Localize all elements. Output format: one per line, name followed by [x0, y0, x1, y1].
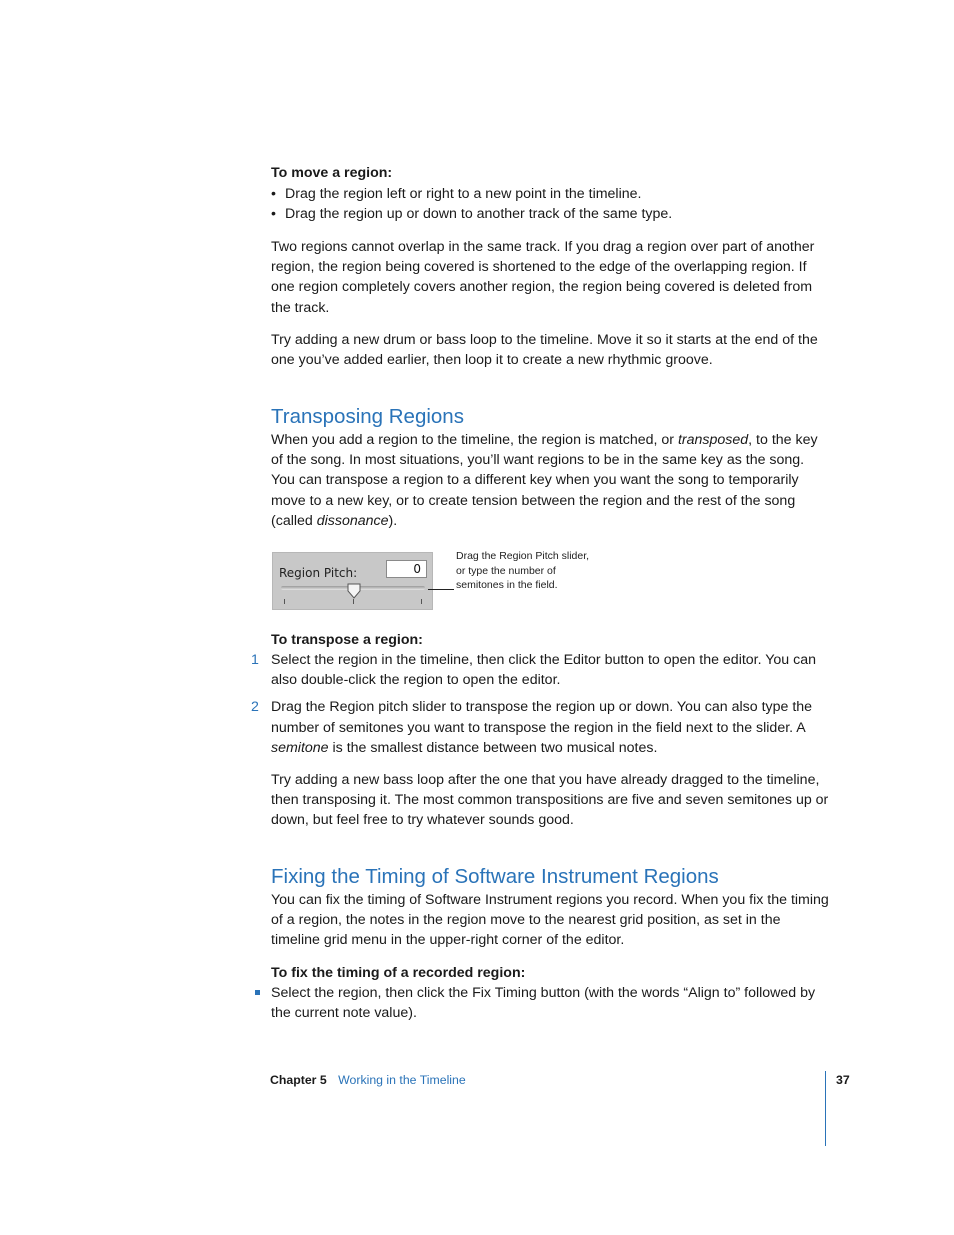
- task-heading-transpose: To transpose a region:: [271, 632, 423, 648]
- step-item: [271, 983, 831, 1023]
- fixing-intro: You can fix the timing of Software Instrument regions you record. When you fix the timing of a region, the notes in the region move to the nearest grid position, as set in the timeline grid menu in the upper-right corner of the editor.: [271, 892, 829, 949]
- bullet-marker: •: [271, 186, 276, 202]
- figure-callout: Drag the Region Pitch slider, or type the number of semitones in the field.: [456, 550, 590, 592]
- intro-emphasis: transposed: [677, 432, 749, 448]
- chapter-number: Chapter 5: [270, 1073, 327, 1087]
- region-pitch-figure: [272, 552, 433, 610]
- slider-tick: [353, 599, 354, 604]
- transposing-paragraph-try: Try adding a new bass loop after the one that you have already dragged to the timeline, then transposing it. The most common transpositions are five and seven semitones up or down, but feel free to try whatever sounds good.: [271, 772, 829, 829]
- list-item: [271, 204, 831, 224]
- step-item: [251, 650, 831, 690]
- transpose-steps: [251, 650, 831, 758]
- slider-knob-icon: [347, 583, 361, 599]
- move-paragraph-try: Try adding a new drum or bass loop to the timeline. Move it so it starts at the end of the one you’ve added earlier, then loop it to create a new rhythmic groove.: [271, 332, 818, 369]
- slider-tick: [421, 599, 422, 604]
- intro-text: , to the key of the song. In most situations, you’ll want regions to be in the same key as the song. You can transpose a region to a different key when you want the song to temporarily move to a new key, or to create tension between the region and the rest of the song (called: [271, 432, 818, 529]
- chapter-title: Working in the Timeline: [338, 1073, 466, 1087]
- intro-emphasis: dissonance: [316, 512, 389, 529]
- step-item: [251, 697, 831, 758]
- footer-chapter: [270, 1072, 466, 1088]
- intro-text: When you add a region to the timeline, the region is matched, or: [271, 432, 678, 448]
- step-number: 2: [251, 699, 259, 716]
- callout-leader-line: [428, 589, 454, 590]
- task-heading-move: To move a region:: [271, 165, 393, 181]
- intro-text: ).: [388, 512, 398, 529]
- section-heading-fixing: Fixing the Timing of Software Instrument Regions: [271, 865, 719, 888]
- move-bullet-list: [271, 184, 831, 224]
- region-pitch-label: Region Pitch:: [279, 566, 358, 580]
- step-text: Drag the Region pitch slider to transpose the region up or down. You can also type the number of semitones you want to transpose the region in the field next to the slider. A: [271, 699, 813, 736]
- step-emphasis: semitone: [271, 739, 329, 756]
- fix-steps: [271, 983, 831, 1023]
- bullet-marker: •: [271, 206, 276, 223]
- page-number: 37: [836, 1073, 850, 1087]
- square-bullet-icon: [255, 990, 260, 995]
- transposing-intro: [271, 430, 831, 531]
- step-text: is the smallest distance between two musical notes.: [328, 739, 658, 756]
- region-pitch-field: 0: [386, 560, 427, 578]
- move-paragraph-overlap: Two regions cannot overlap in the same track. If you drag a region over part of another region, the region being covered is shortened to the edge of the overlapping region. If one region completely covers another region, the region being covered is deleted from the track.: [271, 239, 815, 316]
- step-text: Select the region, then click the Fix Timing button (with the words “Align to” followed by the current note value).: [271, 985, 816, 1022]
- list-item: [271, 184, 831, 204]
- step-text: Select the region in the timeline, then click the Editor button to open the editor. You can also double-click the region to open the editor.: [271, 652, 817, 689]
- task-heading-fix: To fix the timing of a recorded region:: [271, 965, 526, 981]
- section-heading-transposing: Transposing Regions: [271, 405, 464, 428]
- bullet-text: Drag the region left or right to a new point in the timeline.: [285, 186, 642, 202]
- bullet-text: Drag the region up or down to another track of the same type.: [285, 206, 673, 223]
- step-number: 1: [251, 652, 259, 668]
- footer-rule: [825, 1071, 826, 1146]
- slider-tick: [284, 599, 285, 604]
